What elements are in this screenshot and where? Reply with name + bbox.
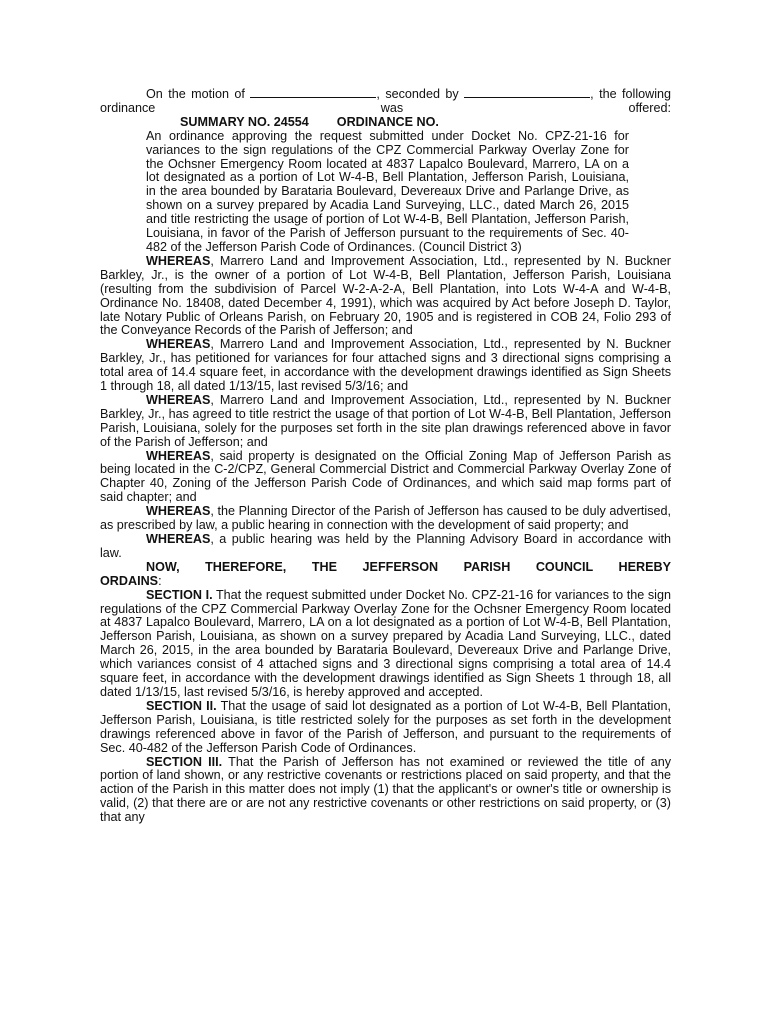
whereas-label: WHEREAS bbox=[146, 448, 211, 463]
section-text: That the request submitted under Docket No. CPZ-21-16 for variances to the sign regulations of the CPZ Commercial Parkway Overlay Zone for the Ochsner Emergency Room located at 4837 Lapalco Boulevard, Marrero, LA on a lot designated as a portion of Lot W-4-B, Bell Plantation, Jefferson Parish, Louisiana, as shown on a survey prepared by Acadia Land Surveying, LLC., dated March 26, 2015, in the area bounded by Barataria Boulevard, Devereaux Drive and Parlange Drive, which variances consist of 4 attached signs and 3 directional signs comprising a total area of 14.4 square feet, in accordance with the development drawings identified as Sign Sheets 1 through 18, all dated 1/13/15, last revised 5/3/16, is hereby approved and accepted. bbox=[100, 587, 671, 699]
section-label: SECTION I. bbox=[146, 587, 213, 602]
ordinance-caption: An ordinance approving the request submitted under Docket No. CPZ-21-16 for variances to the sign regulations of the CPZ Commercial Parkway Overlay Zone for the Ochsner Emergency Room located at 4837 Lapalco Boulevard, Marrero, LA on a lot designated as a portion of Lot W-4-B, Bell Plantation, Jefferson Parish, Louisiana, in the area bounded by Barataria Boulevard, Devereaux Drive and Parlange Drive, as shown on a survey prepared by Acadia Land Surveying, LLC., dated March 26, 2015 and title restricting the usage of portion of Lot W-4-B, Bell Plantation, Jefferson Parish, Louisiana, in favor of the Parish of Jefferson pursuant to the requirements of Sec. 40-482 of the Jefferson Parish Code of Ordinances. (Council District 3) bbox=[146, 128, 629, 254]
section-text: That the Parish of Jefferson has not examined or reviewed the title of any portion of land shown, or any restrictive covenants or restrictions placed on said property, and that the action of the Parish in this matter does not imply (1) that the applicant's or owner's title or ownership is valid, (2) that there are or are not any restrictive covenants or other restrictions on said property, or (3) that any bbox=[100, 754, 671, 825]
seconded-blank bbox=[464, 87, 590, 98]
whereas-text: , the Planning Director of the Parish of Jefferson has caused to be duly advertised, as prescribed by law, a public hearing in connection with the development of said property; and bbox=[100, 504, 671, 533]
opening-suffix: , the following ordinance was offered: bbox=[100, 87, 672, 115]
opening-paragraph bbox=[100, 87, 671, 116]
whereas-text: , Marrero Land and Improvement Association, Ltd., represented by N. Buckner Barkley, Jr., has petitioned for variances for four attached signs and 3 directional signs comprising a total area of 14.4 square feet, in accordance with the development drawings identified as Sign Sheets 1 through 18, all dated 1/13/15, last revised 5/3/16; and bbox=[100, 337, 671, 394]
section-paragraph bbox=[100, 589, 671, 700]
ordains-line-2 bbox=[100, 575, 671, 589]
whereas-text: , Marrero Land and Improvement Association, Ltd., represented by N. Buckner Barkley, Jr., has agreed to title restrict the usage of that portion of Lot W-4-B, Bell Plantation, Jefferson Parish, Louisiana, solely for the purposes set forth in the site plan drawings referenced above in favor of the Parish of Jefferson; and bbox=[100, 392, 671, 449]
whereas-paragraph bbox=[100, 450, 671, 506]
whereas-label: WHEREAS bbox=[146, 504, 211, 519]
whereas-label: WHEREAS bbox=[146, 253, 211, 268]
ordinance-number: ORDINANCE NO. bbox=[336, 114, 439, 129]
summary-number: SUMMARY NO. 24554 bbox=[180, 114, 309, 129]
ordinance-document bbox=[100, 87, 671, 825]
ordains-word: ORDAINS bbox=[100, 573, 159, 588]
whereas-text: , a public hearing was held by the Planning Advisory Board in accordance with law. bbox=[100, 532, 671, 560]
whereas-label: WHEREAS bbox=[146, 392, 211, 407]
ordains-colon: : bbox=[158, 573, 162, 588]
whereas-text: , said property is designated on the Official Zoning Map of Jefferson Parish as being located in the C-2/CPZ, General Commercial District and Commercial Parkway Overlay Zone of Chapter 40, Zoning of the Jefferson Parish Code of Ordinances, and which said map forms part of said chapter; and bbox=[100, 448, 671, 505]
section-label: SECTION II. bbox=[146, 698, 217, 713]
whereas-text: , Marrero Land and Improvement Association, Ltd., represented by N. Buckner Barkley, Jr., is the owner of a portion of Lot W-4-B, Bell Plantation, Jefferson Parish, Louisiana (resulting from the subdivision of Parcel W-2-A-2-A, Bell Plantation, into Lots W-4-A and W-4-B, Ordinance No. 18408, dated December 4, 1991), which was acquired by Act before Joseph D. Taylor, late Notary Public of Orleans Parish, on February 20, 1905 and is registered in COB 24, Folio 293 of the Conveyance Records of the Parish of Jefferson; and bbox=[100, 253, 671, 338]
section-label: SECTION III. bbox=[146, 754, 223, 769]
whereas-paragraph bbox=[100, 255, 671, 338]
opening-middle: , seconded by bbox=[376, 87, 459, 101]
summary-heading bbox=[100, 116, 671, 130]
opening-prefix: On the motion of bbox=[146, 87, 245, 101]
ordains-heading: NOW, THEREFORE, THE JEFFERSON PARISH COUNCIL HEREBY bbox=[146, 559, 671, 574]
whereas-paragraph bbox=[100, 505, 671, 533]
motion-blank bbox=[250, 87, 376, 98]
section-text: That the usage of said lot designated as a portion of Lot W-4-B, Bell Plantation, Jefferson Parish, Louisiana, is title restricted solely for the purposes as set forth in the development drawings referenced above in favor of the Parish of Jefferson, and pursuant to the requirements of Sec. 40-482 of the Jefferson Parish Code of Ordinances. bbox=[100, 698, 671, 755]
whereas-paragraph bbox=[100, 394, 671, 450]
whereas-label: WHEREAS bbox=[146, 532, 211, 546]
section-paragraph bbox=[100, 700, 671, 756]
section-paragraph bbox=[100, 756, 671, 826]
whereas-paragraph bbox=[100, 533, 671, 561]
whereas-paragraph bbox=[100, 338, 671, 394]
whereas-label: WHEREAS bbox=[146, 337, 211, 352]
